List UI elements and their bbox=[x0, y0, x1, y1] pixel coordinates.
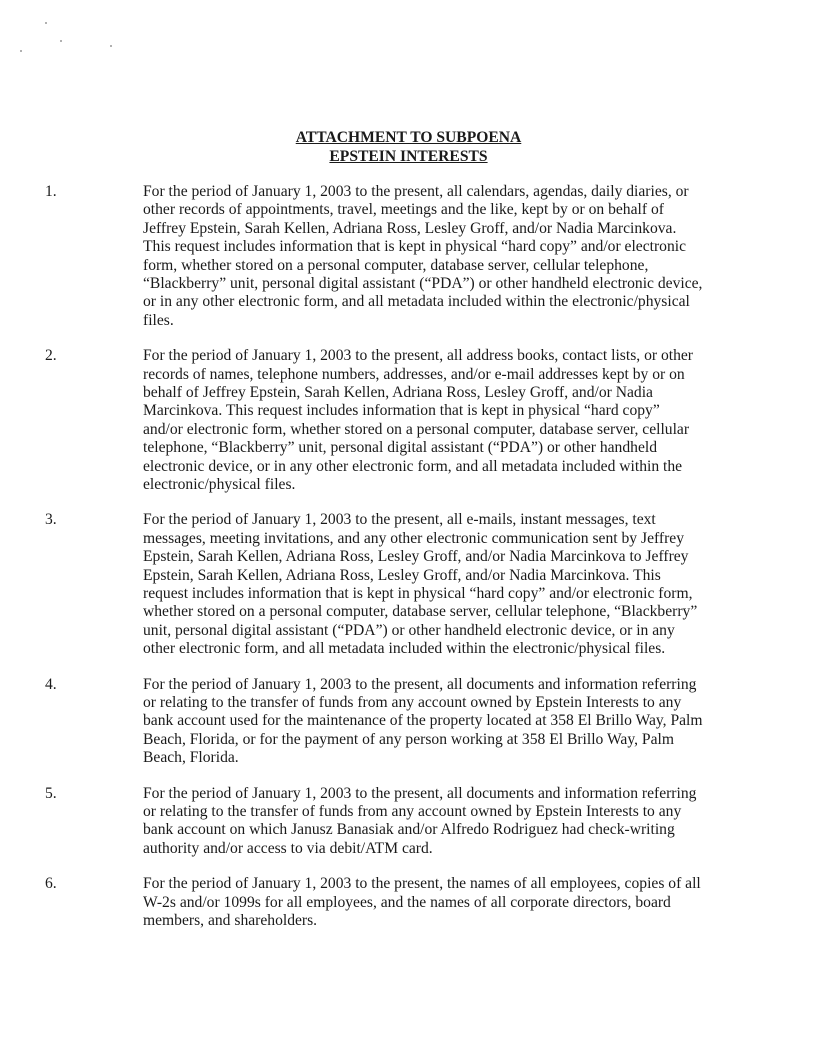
text-line: Jeffrey Epstein, Sarah Kellen, Adriana Ross, Lesley Groff, and/or Nadia Marcinkova. bbox=[143, 219, 677, 237]
text-line: “Blackberry” unit, personal digital assistant (“PDA”) or other handheld electronic device, bbox=[143, 275, 703, 293]
text-line: Marcinkova. This request includes information that is kept in physical “hard copy” bbox=[143, 402, 660, 420]
item-text bbox=[143, 183, 702, 330]
text-line: bank account used for the maintenance of the property located at 358 El Brillo Way, Palm bbox=[143, 712, 703, 730]
text-line: authority and/or access to via debit/ATM card. bbox=[143, 839, 433, 857]
item-number: 4. bbox=[45, 675, 57, 693]
text-line: members, and shareholders. bbox=[143, 912, 318, 929]
text-line: request includes information that is kept in physical “hard copy” and/or electronic form, bbox=[143, 585, 693, 603]
item-number: 5. bbox=[45, 784, 57, 802]
text-line: Epstein, Sarah Kellen, Adriana Ross, Lesley Groff, and/or Nadia Marcinkova to Jeffrey bbox=[143, 548, 689, 566]
text-line: or relating to the transfer of funds from any account owned by Epstein Interests to any bbox=[143, 694, 682, 711]
text-line: other electronic form, and all metadata included within the electronic/physical files. bbox=[143, 640, 666, 658]
text-line: For the period of January 1, 2003 to the present, the names of all employees, copies of all bbox=[143, 875, 701, 893]
text-line: For the period of January 1, 2003 to the present, all documents and information referring bbox=[143, 784, 697, 802]
item-number: 2. bbox=[45, 347, 57, 365]
text-line: messages, meeting invitations, and any other electronic communication sent by Jeffrey bbox=[143, 529, 685, 547]
item-text bbox=[143, 347, 693, 494]
text-line: whether stored on a personal computer, database server, cellular telephone, “Blackberry” bbox=[143, 603, 698, 621]
text-line: Epstein, Sarah Kellen, Adriana Ross, Lesley Groff, and/or Nadia Marcinkova. This bbox=[143, 566, 661, 584]
scan-speck bbox=[60, 40, 62, 42]
text-line: For the period of January 1, 2003 to the present, all e-mails, instant messages, text bbox=[143, 511, 656, 529]
text-line: or in any other electronic form, and all metadata included within the electronic/physical bbox=[143, 293, 690, 311]
item-number: 1. bbox=[45, 183, 57, 200]
text-line: form, whether stored on a personal computer, database server, cellular telephone, bbox=[143, 256, 649, 274]
text-line: Beach, Florida. bbox=[143, 749, 239, 767]
document-subtitle: EPSTEIN INTERESTS bbox=[329, 148, 488, 165]
document-title: ATTACHMENT TO SUBPOENA bbox=[295, 129, 522, 146]
text-line: electronic/physical files. bbox=[143, 476, 296, 494]
item-number: 6. bbox=[45, 875, 57, 893]
text-line: This request includes information that is kept in physical “hard copy” and/or electronic bbox=[143, 238, 687, 256]
item-text bbox=[143, 676, 703, 768]
text-line: records of names, telephone numbers, addresses, and/or e-mail addresses kept by or on bbox=[143, 365, 685, 383]
item-text bbox=[143, 785, 696, 859]
text-line: For the period of January 1, 2003 to the present, all calendars, agendas, daily diaries, or bbox=[143, 183, 689, 200]
scan-speck bbox=[20, 50, 22, 52]
scan-speck bbox=[45, 22, 47, 24]
item-text bbox=[143, 511, 697, 658]
text-line: behalf of Jeffrey Epstein, Sarah Kellen, Adriana Ross, Lesley Groff, and/or Nadia bbox=[143, 384, 653, 401]
text-line: and/or electronic form, whether stored on a personal computer, database server, cellular bbox=[143, 420, 690, 438]
text-line: Beach, Florida, or for the payment of any person working at 358 El Brillo Way, Palm bbox=[143, 730, 674, 748]
item-number: 3. bbox=[45, 511, 57, 529]
text-line: or relating to the transfer of funds from any account owned by Epstein Interests to any bbox=[143, 803, 682, 820]
text-line: files. bbox=[143, 311, 174, 329]
text-line: telephone, “Blackberry” unit, personal digital assistant (“PDA”) or other handheld bbox=[143, 439, 657, 457]
text-line: For the period of January 1, 2003 to the present, all documents and information referring bbox=[143, 675, 697, 693]
text-line: W-2s and/or 1099s for all employees, and the names of all corporate directors, board bbox=[143, 893, 671, 911]
text-line: other records of appointments, travel, meetings and the like, kept by or on behalf of bbox=[143, 201, 664, 219]
item-text bbox=[143, 875, 701, 930]
text-line: For the period of January 1, 2003 to the present, all address books, contact lists, or other bbox=[143, 347, 693, 365]
text-line: bank account on which Janusz Banasiak and/or Alfredo Rodriguez had check-writing bbox=[143, 821, 675, 839]
text-line: unit, personal digital assistant (“PDA”) or other handheld electronic device, or in any bbox=[143, 621, 675, 639]
text-line: electronic device, or in any other electronic form, and all metadata included within the bbox=[143, 457, 683, 475]
scan-speck bbox=[110, 45, 112, 47]
